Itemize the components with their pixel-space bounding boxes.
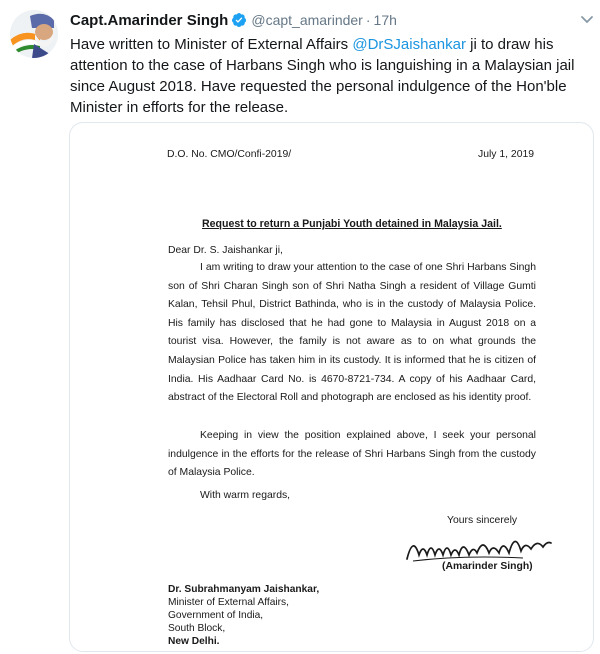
letter-paragraph-1: I am writing to draw your attention to the case of one Shri Harbans Singh son of Shri Charan Singh son of Shri Natha Singh a resident of Village Gumti Kalan, Tehsil Phul, District Bathinda, who is in the custody of Malaysia Police. His family has disclosed that he had gone to Malaysia in August 2018 on a tourist visa. However, the family is not aware as to on what grounds the Malaysian Police has taken him in its custody. It is informed that he is citizen of India. His Aadhaar Card No. is 4670-8721-734. A copy of his Aadhaar Card, abstract of the Electoral Roll and photograph are enclosed as his identity proof. — [168, 262, 536, 404]
author-name[interactable]: Capt.Amarinder Singh — [70, 12, 229, 29]
tweet-timestamp[interactable]: 17h — [373, 12, 397, 28]
addressee-name: Dr. Subrahmanyam Jaishankar, — [168, 584, 320, 595]
letter-document — [70, 123, 593, 651]
tweet-text-part: Have written to Minister of External Affairs — [70, 36, 353, 53]
tweet-text — [70, 34, 595, 118]
letter-paragraph-2: Keeping in view the position explained above, I seek your personal indulgence in the efforts for the release of Shri Harbans Singh from the custody of Malaysia Police. — [168, 430, 536, 479]
addressee-line: Minister of External Affairs, — [168, 597, 289, 608]
letter-addressee — [168, 583, 319, 648]
avatar[interactable] — [10, 10, 58, 58]
avatar-image — [10, 10, 58, 58]
letter-yours-sincerely: Yours sincerely — [447, 515, 518, 526]
letter-closing: With warm regards, — [200, 490, 291, 501]
mention-link[interactable]: @DrSJaishankar — [352, 36, 466, 53]
letter-ref-no: D.O. No. CMO/Confi-2019/ — [167, 149, 292, 160]
letter-date: July 1, 2019 — [478, 149, 535, 160]
attached-image[interactable] — [69, 122, 594, 652]
letter-salutation: Dear Dr. S. Jaishankar ji, — [168, 245, 283, 256]
letter-signatory: (Amarinder Singh) — [442, 561, 533, 572]
chevron-down-icon[interactable] — [580, 12, 594, 22]
author-handle[interactable]: @capt_amarinder — [251, 12, 363, 28]
verified-badge-icon — [231, 12, 247, 34]
addressee-line: South Block, — [168, 623, 226, 634]
separator-dot: · — [365, 12, 371, 28]
tweet-header — [70, 10, 588, 32]
tweet-text-part: ji to draw his attention to the case of Harbans Singh who is languishing in a Malaysian jail since August 2018. Have requested the personal indulgence of the Hon'ble Minister in efforts for the release. — [70, 36, 575, 116]
letter-subject: Request to return a Punjabi Youth detained in Malaysia Jail. — [202, 218, 502, 230]
addressee-city: New Delhi. — [168, 636, 220, 647]
addressee-line: Government of India, — [168, 610, 264, 621]
